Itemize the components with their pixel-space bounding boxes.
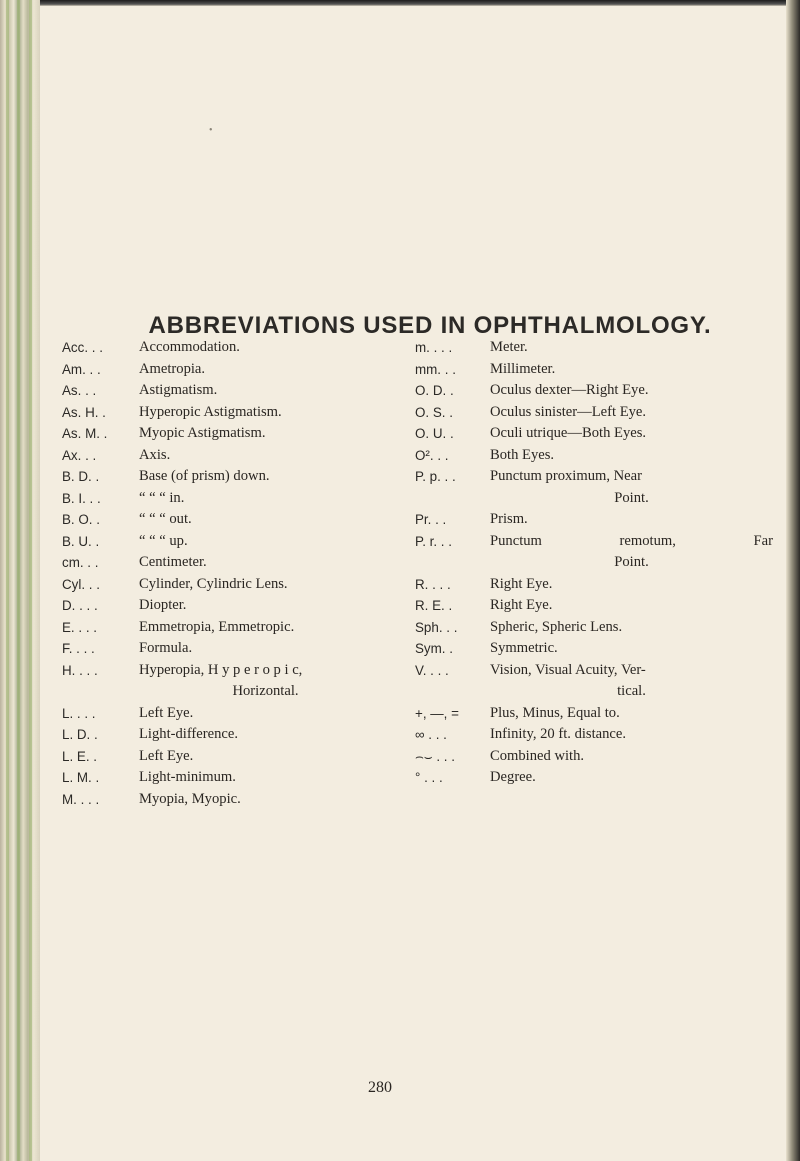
abbreviation-entry [415, 380, 773, 402]
abbreviation-entry [415, 724, 773, 746]
abbreviation-entry [415, 746, 773, 768]
abbreviation-term: O². . . [415, 447, 449, 463]
abbreviation-entry [62, 466, 392, 488]
abbreviation-entry [415, 359, 773, 381]
abbreviation-term: +, —, = [415, 705, 459, 721]
abbreviation-term: L. . . . [62, 705, 96, 721]
abbreviation-term: P. r. . . [415, 533, 452, 549]
abbreviation-definition [488, 595, 773, 617]
abbreviation-entry [62, 724, 392, 746]
abbreviation-term: mm. . . [415, 361, 456, 377]
abbreviation-entry [62, 746, 392, 768]
definition-text: Prism. [490, 511, 528, 527]
spine-stripe [17, 0, 20, 1161]
page-number: 280 [368, 1079, 392, 1096]
abbreviation-entry [415, 337, 773, 359]
abbreviation-definition [137, 767, 392, 789]
definition-text: Oculi utrique—Both Eyes. [490, 425, 647, 441]
right-abbreviation-list [415, 337, 773, 789]
abbreviation-term: L. E. . [62, 748, 97, 764]
definition-text: Plus, Minus, Equal to. [490, 704, 620, 721]
definition-text: Both Eyes. [490, 446, 555, 463]
definition-text: Meter. [490, 339, 528, 355]
abbreviation-entry [62, 423, 392, 445]
abbreviation-term: Cyl. . . [62, 576, 100, 592]
definition-text: Oculus sinister—Left Eye. [490, 403, 647, 420]
abbreviation-entry [62, 617, 392, 639]
definition-continuation: Horizontal. [232, 683, 299, 699]
abbreviation-definition [488, 380, 773, 402]
definition-text: Left Eye. [139, 747, 194, 764]
definition-text: Cylinder, Cylindric Lens. [139, 575, 288, 592]
abbreviation-definition [488, 531, 773, 574]
abbreviation-entry [62, 509, 392, 531]
abbreviation-term: Am. . . [62, 361, 101, 377]
definition-text: Axis. [139, 446, 171, 463]
spine-stripe [6, 0, 9, 1161]
definition-continuation: tical. [617, 683, 646, 699]
abbreviation-term: Pr. . . [415, 512, 447, 527]
abbreviation-definition [488, 660, 773, 703]
abbreviation-entry [415, 574, 773, 596]
abbreviation-definition [137, 552, 392, 574]
definition-text: Left Eye. [139, 704, 194, 721]
abbreviation-definition [488, 638, 773, 660]
abbreviation-entry [62, 552, 392, 574]
abbreviation-entry [62, 337, 392, 359]
abbreviation-term: Sph. . . [415, 619, 458, 635]
abbreviation-term: ⌢⌣ . . . [415, 748, 455, 764]
definition-text: Hyperopic Astigmatism. [139, 403, 282, 420]
abbreviation-entry [62, 531, 392, 553]
definition-text: Diopter. [139, 597, 187, 613]
abbreviation-definition [137, 488, 392, 510]
abbreviation-entry [415, 617, 773, 639]
abbreviation-definition [488, 574, 773, 596]
abbreviation-term: R. . . . [415, 576, 451, 592]
definition-text: Oculus dexter—Right Eye. [490, 382, 649, 398]
abbreviation-definition [137, 617, 392, 639]
spine-stripe [29, 0, 32, 1161]
abbreviation-entry [415, 466, 773, 509]
definition-text: Myopia, Myopic. [139, 790, 241, 807]
page-top-edge [0, 0, 800, 6]
abbreviation-term: O. U. . [415, 426, 454, 441]
abbreviation-definition [137, 638, 392, 660]
definition-text: Centimeter. [139, 554, 207, 570]
abbreviation-term: B. U. . [62, 533, 100, 549]
abbreviation-definition [137, 337, 392, 359]
abbreviation-definition [137, 660, 392, 703]
book-spine-edge [0, 0, 40, 1161]
abbreviation-definition [137, 466, 392, 488]
abbreviation-term: B. O. . [62, 512, 100, 527]
definition-text: Formula. [139, 640, 193, 656]
abbreviation-definition [488, 337, 773, 359]
abbreviation-entry [415, 531, 773, 574]
abbreviation-entry [62, 359, 392, 381]
abbreviation-entry [415, 509, 773, 531]
left-abbreviation-list [62, 337, 392, 810]
abbreviation-entry [415, 767, 773, 789]
abbreviation-term: O. S. . [415, 404, 453, 420]
definition-text: Light-difference. [139, 726, 238, 742]
definition-continuation: Point. [614, 554, 649, 570]
abbreviation-entry [62, 703, 392, 725]
abbreviation-definition [488, 402, 773, 424]
definition-text: Millimeter. [490, 360, 556, 377]
abbreviation-definition [488, 746, 773, 768]
abbreviation-term: Sym. . [415, 641, 453, 656]
abbreviation-term: cm. . . [62, 555, 99, 570]
definition-text: “ “ “ in. [139, 489, 185, 506]
abbreviation-definition [488, 703, 773, 725]
abbreviation-definition [137, 445, 392, 467]
definition-text: Right Eye. [490, 575, 553, 592]
abbreviation-entry [62, 789, 392, 811]
definition-text: Degree. [490, 769, 536, 785]
definition-text: Infinity, 20 ft. distance. [490, 726, 627, 742]
abbreviation-entry [415, 402, 773, 424]
abbreviation-definition [488, 767, 773, 789]
definition-text: Punctum proximum, Near [490, 468, 642, 484]
abbreviation-definition [488, 617, 773, 639]
abbreviation-definition [137, 423, 392, 445]
abbreviation-term: P. p. . . [415, 469, 456, 484]
abbreviation-term: B. I. . . [62, 490, 101, 506]
definition-continuation: Point. [614, 489, 649, 506]
definition-text: Light-minimum. [139, 769, 236, 785]
abbreviation-definition [137, 703, 392, 725]
abbreviation-term: ∞ . . . [415, 727, 447, 742]
abbreviation-entry [62, 638, 392, 660]
abbreviation-term: L. D. . [62, 727, 98, 742]
definition-text: “ “ “ up. [139, 532, 188, 549]
abbreviation-entry [415, 445, 773, 467]
definition-text: Hyperopia, H y p e r o p i c, [139, 661, 303, 678]
abbreviation-term: E. . . . [62, 619, 97, 635]
definition-text: Base (of prism) down. [139, 468, 270, 484]
abbreviation-term: O. D. . [415, 383, 454, 398]
abbreviation-definition [137, 789, 392, 811]
definition-text: Accommodation. [139, 339, 240, 355]
abbreviation-definition [137, 574, 392, 596]
abbreviation-definition [137, 531, 392, 553]
definition-text: Vision, Visual Acuity, Ver- [490, 661, 646, 678]
definition-text: Emmetropia, Emmetropic. [139, 618, 295, 635]
abbreviation-definition [488, 423, 773, 445]
abbreviation-definition [488, 724, 773, 746]
abbreviation-term: As. H. . [62, 404, 106, 420]
abbreviation-entry [62, 488, 392, 510]
abbreviation-entry [62, 402, 392, 424]
abbreviation-definition [137, 402, 392, 424]
abbreviation-entry [415, 595, 773, 617]
abbreviation-term: Ax. . . [62, 447, 97, 463]
abbreviation-term: As. . . [62, 383, 97, 398]
abbreviation-definition [137, 724, 392, 746]
definition-text: Combined with. [490, 747, 585, 764]
abbreviation-definition [137, 359, 392, 381]
abbreviation-term: D. . . . [62, 598, 98, 613]
abbreviation-term: B. D. . [62, 469, 100, 484]
abbreviation-term: V. . . . [415, 662, 449, 678]
abbreviation-term: Acc. . . [62, 340, 103, 355]
abbreviation-entry [62, 660, 392, 703]
abbreviation-definition [488, 466, 773, 509]
definition-text: Symmetric. [490, 640, 558, 656]
abbreviation-entry [415, 423, 773, 445]
abbreviation-entry [62, 595, 392, 617]
abbreviation-term: F. . . . [62, 641, 95, 656]
definition-text: Punctum remotum, Far [490, 532, 773, 549]
abbreviation-term: M. . . . [62, 791, 100, 807]
abbreviation-definition [488, 359, 773, 381]
abbreviation-definition [488, 509, 773, 531]
abbreviation-definition [137, 380, 392, 402]
page-mark: • [209, 125, 213, 136]
abbreviation-entry [415, 638, 773, 660]
definition-text: Ametropia. [139, 360, 206, 377]
definition-text: Spheric, Spheric Lens. [490, 618, 623, 635]
definition-text: Astigmatism. [139, 382, 218, 398]
abbreviation-term: m. . . . [415, 340, 453, 355]
abbreviation-term: R. E. . [415, 598, 453, 613]
abbreviation-definition [137, 509, 392, 531]
page-right-edge [786, 0, 800, 1161]
abbreviation-term: As. M. . [62, 426, 108, 441]
definition-text: Myopic Astigmatism. [139, 425, 266, 441]
abbreviation-definition [137, 746, 392, 768]
abbreviation-term: L. M. . [62, 770, 100, 785]
abbreviation-term: H. . . . [62, 662, 98, 678]
definition-text: Right Eye. [490, 597, 553, 613]
page-title: ABBREVIATIONS USED IN OPHTHALMOLOGY. [148, 312, 712, 340]
abbreviation-term: ° . . . [415, 770, 443, 785]
abbreviation-entry [415, 660, 773, 703]
abbreviation-entry [62, 767, 392, 789]
abbreviation-definition [137, 595, 392, 617]
abbreviation-entry [62, 380, 392, 402]
definition-text: “ “ “ out. [139, 511, 192, 527]
abbreviation-entry [62, 574, 392, 596]
abbreviation-entry [62, 445, 392, 467]
abbreviation-entry [415, 703, 773, 725]
abbreviation-definition [488, 445, 773, 467]
